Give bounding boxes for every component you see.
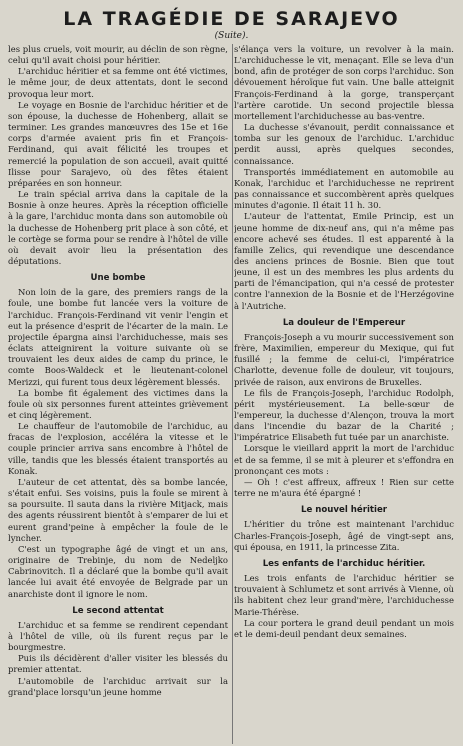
paragraph: L'héritier du trône est maintenant l'archiduc Charles-François-Joseph, âgé de vingt-sept ans, qui épousa, en 1911, la princesse Zita. bbox=[234, 519, 454, 552]
section-heading: La douleur de l'Empereur bbox=[282, 317, 406, 328]
section-heading: Une bombe bbox=[90, 273, 146, 284]
paragraph: L'auteur de l'attentat, Emile Princip, est un jeune homme de dix-neuf ans, qui n'a même pas encore achevé ses études. Il est apparenté à la famille Zelics, qui revendique une descendance des anciens princes de Bosnie. Bien que tout jeune, il est un des membres les plus ardents du parti de l'émancipation, qui n'a cessé de protester contre l'annexion de la Bosnie et de l'Herzégovine à l'Autriche. bbox=[234, 211, 454, 311]
paragraph: Le voyage en Bosnie de l'archiduc héritier et de son épouse, la duchesse de Hohenberg, allait se terminer. Les grandes manœuvres des 15e et 16e corps d'armée avaient pris fin et François-Ferdinand, qui avait félicité les troupes et remercié la population de son accueil, avait quitté Ilisse pour Sarajevo, où des fêtes étaient préparées en son honneur. bbox=[8, 99, 228, 188]
right-column bbox=[234, 44, 454, 744]
article-columns bbox=[8, 44, 455, 744]
paragraph: Transportés immédiatement en automobile au Konak, l'archiduc et l'archiduchesse ne reprirent pas connaissance et succombèrent après quelques minutes d'agonie. Il était 11 h. 30. bbox=[234, 166, 454, 211]
paragraph: François-Joseph a vu mourir successivement son frère, Maximilien, empereur du Mexique, qui fut fusillé ; la femme de celui-ci, l'impératrice Charlotte, devenue folle de douleur, vit toujours, privée de raison, aux environs de Bruxelles. bbox=[234, 331, 454, 387]
paragraph: Les trois enfants de l'archiduc héritier se trouvaient à Schlumetz et sont arrivés à Vienne, où ils habitent chez leur grand'mère, l'archiduchesse Marie-Thérèse. bbox=[234, 573, 454, 617]
paragraph: La bombe fit également des victimes dans la foule où six personnes furent atteintes grièvement et cinq légèrement. bbox=[8, 387, 228, 420]
paragraph: L'automobile de l'archiduc arrivait sur la grand'place lorsqu'un jeune homme bbox=[8, 675, 228, 697]
left-column bbox=[8, 44, 228, 744]
paragraph: Puis ils décidèrent d'aller visiter les blessés du premier attentat. bbox=[8, 653, 228, 675]
paragraph: L'archiduc et sa femme se rendirent cependant à l'hôtel de ville, où ils furent reçus par le bourgmestre. bbox=[8, 619, 228, 653]
paragraph: Le train spécial arriva dans la capitale de la Bosnie à onze heures. Après la réception officielle à la gare, l'archiduc monta dans son automobile où la duchesse de Hohenberg prit place à son côté, et le cortège se forma pour se rendre à l'hôtel de ville où devait avoir lieu la présentation des députations. bbox=[8, 189, 228, 266]
paragraph: L'auteur de cet attentat, dès sa bombe lancée, s'était enfui. Ses voisins, puis la foule se mirent à sa poursuite. Il sauta dans la rivière Mitjack, mais des agents réussirent bientôt à s'emparer de lui et eurent grand'peine à empêcher la foule de le lyncher. bbox=[8, 476, 228, 543]
section-heading: Le second attentat bbox=[72, 605, 164, 616]
paragraph: La cour portera le grand deuil pendant un mois et le demi-deuil pendant deux semaines. bbox=[234, 617, 454, 639]
paragraph: La duchesse s'évanouit, perdit connaissance et tomba sur les genoux de l'archiduc. L'archiduc perdit aussi, après quelques secondes, connaissance. bbox=[234, 122, 454, 166]
article-subtitle: (Suite). bbox=[214, 31, 249, 41]
paragraph: Lorsque le vieillard apprit la mort de l'archiduc et de sa femme, il se mit à pleurer et s'effondra en prononçant ces mots : bbox=[234, 443, 454, 476]
paragraph: C'est un typographe âgé de vingt et un ans, originaire de Trebinje, du nom de Nedeljko Cabrinovitch. Il a déclaré que la bombe qu'il avait lancée lui avait été envoyée de Belgrade par un anarchiste dont il ignore le nom. bbox=[8, 543, 228, 599]
paragraph: Le chauffeur de l'automobile de l'archiduc, au fracas de l'explosion, accéléra la vitesse et le couple princier arriva sans encombre à l'hôtel de ville, tandis que les blessés étaient transportés au Konak. bbox=[8, 421, 228, 476]
paragraph: Le fils de François-Joseph, l'archiduc Rodolph, périt mystérieusement. La belle-sœur de l'empereur, la duchesse d'Alençon, trouva la mort dans l'incendie du bazar de la Charité ; l'impératrice Elisabeth fut tuée par un anarchiste. bbox=[234, 387, 454, 443]
paragraph: — Oh ! c'est affreux, affreux ! Rien sur cette terre ne m'aura été épargné ! bbox=[234, 476, 454, 499]
column-divider bbox=[232, 44, 233, 744]
paragraph: s'élança vers la voiture, un revolver à la main. L'archiduchesse le vit, menaçant. Elle se leva d'un bond, afin de protéger de son corps l'archiduc. Son dévouement héroïque fut vain. Une balle atteignit François-Ferdinand à la gorge, transperçant l'artère carotide. Un second projectile blessa mortellement l'archiduchesse au bas-ventre. bbox=[234, 44, 454, 121]
article-title: LA TRAGÉDIE DE SARAJEVO bbox=[63, 8, 400, 30]
section-heading: Le nouvel héritier bbox=[300, 505, 388, 516]
paragraph: L'archiduc héritier et sa femme ont été victimes, le même jour, de deux attentats, dont le second provoqua leur mort. bbox=[8, 66, 228, 99]
paragraph: Non loin de la gare, des premiers rangs de la foule, une bombe fut lancée vers la voiture de l'archiduc. François-Ferdinand vit venir l'engin et eut la présence d'esprit de l'écarter de la main. Le projectile épargna ainsi l'archiduchesse, mais ses éclats atteignirent la voiture suivante où se trouvaient les deux aides de camp du prince, le comte Boos-Waldeck et le lieutenant-colonel Merizzi, qui furent tous deux légèrement blessés. bbox=[8, 287, 228, 387]
paragraph: les plus cruels, voit mourir, au déclin de son règne, celui qu'il avait choisi pour héritier. bbox=[8, 44, 228, 66]
section-heading: Les enfants de l'archiduc héritier. bbox=[262, 558, 426, 569]
